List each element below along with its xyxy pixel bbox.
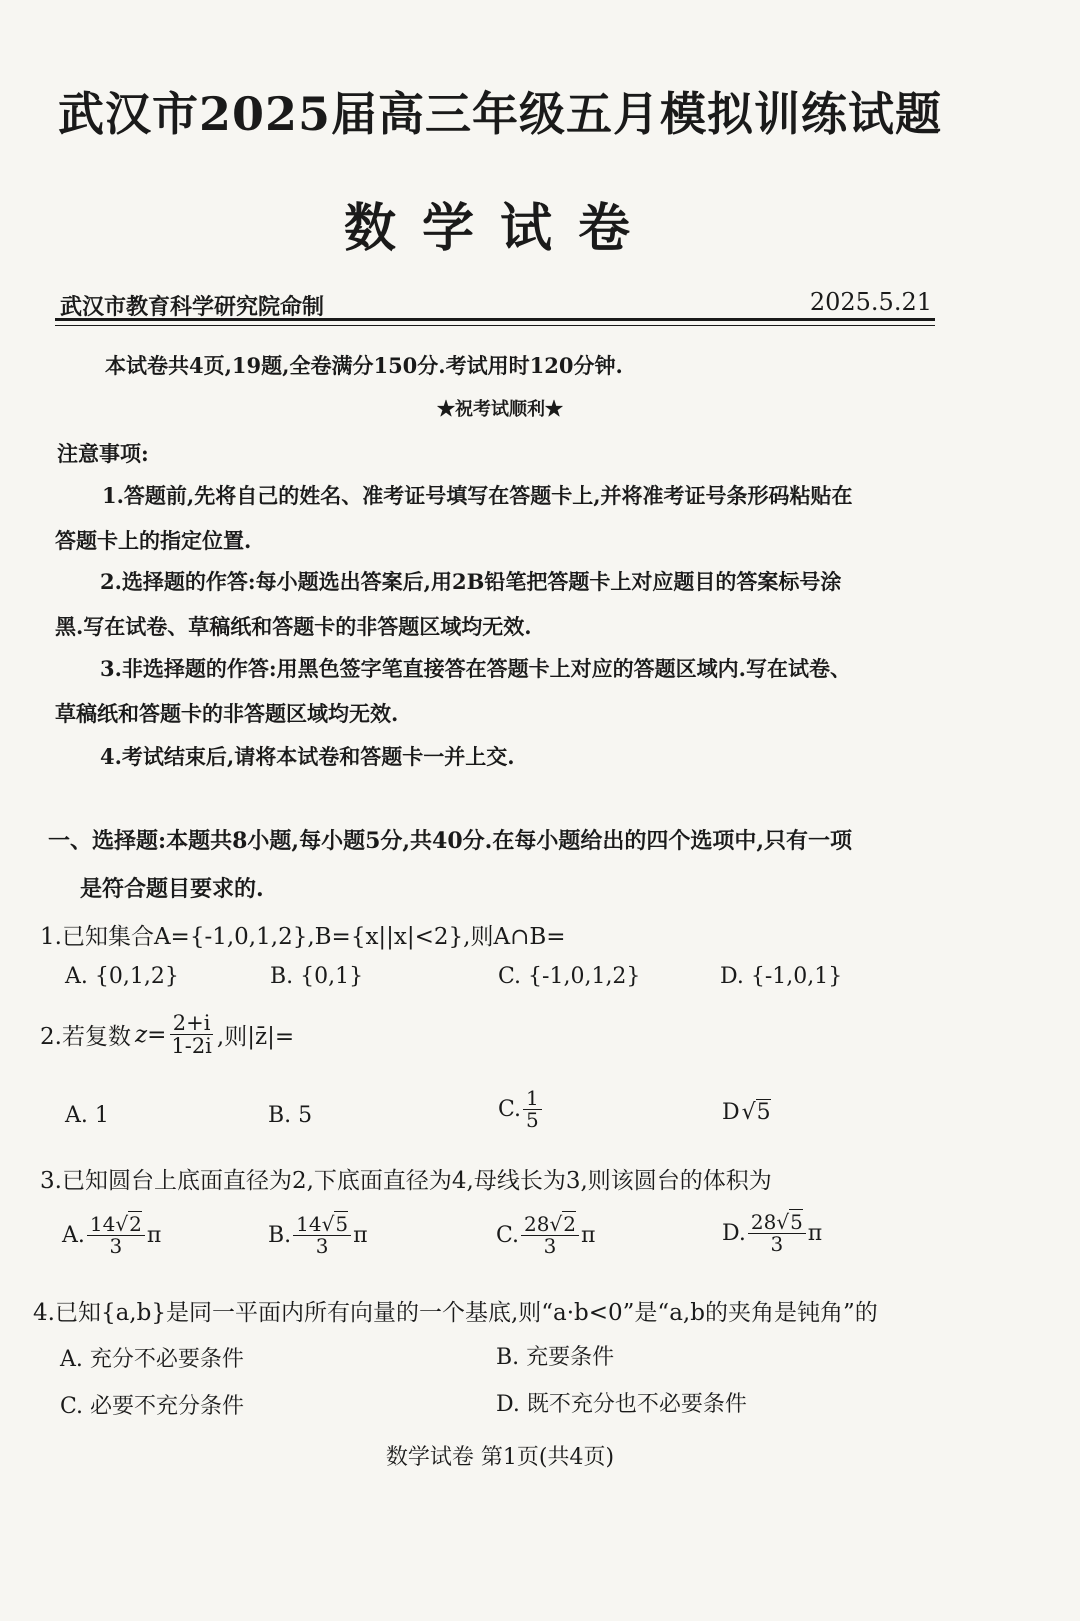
exam-date: 2025.5.21 xyxy=(809,288,932,316)
section-heading-line-1: 一、选择题:本题共8小题,每小题5分,共40分.在每小题给出的四个选项中,只有一项 xyxy=(48,828,852,854)
note-2-line-2: 黑.写在试卷、草稿纸和答题卡的非答题区域均无效. xyxy=(55,614,532,639)
q3-option-d-fraction: $\frac{28√5}{3}$ xyxy=(748,1212,806,1255)
q2-option-c-num: 1 xyxy=(523,1088,542,1110)
issuer: 武汉市教育科学研究院命制 xyxy=(60,294,325,320)
q3-option-a-label: A. xyxy=(62,1223,85,1248)
q3-option-b-radicand: 5 xyxy=(335,1212,349,1236)
q1-option-c: C. {-1,0,1,2} xyxy=(498,964,641,989)
q2-option-c-den: 5 xyxy=(526,1108,539,1132)
q2-option-c-label: C. xyxy=(498,1097,522,1122)
note-3-line-1: 3.非选择题的作答:用黑色签字笔直接答在答题卡上对应的答题区域内.写在试卷、 xyxy=(100,656,851,681)
q1-option-d: D. {-1,0,1} xyxy=(720,964,843,989)
good-luck-line: ★祝考试顺利★ xyxy=(437,399,563,420)
q3-option-a-coef: 14 xyxy=(89,1212,116,1236)
exam-title: 武汉市2025届高三年级五月模拟训练试题 xyxy=(57,87,943,141)
q2-option-b: B. 5 xyxy=(268,1103,313,1128)
q3-option-b-den: 3 xyxy=(315,1234,329,1258)
header-rule-thick xyxy=(55,318,935,321)
q2-denominator: 1-2i xyxy=(171,1034,212,1059)
q3-option-d-den: 3 xyxy=(770,1232,784,1256)
q3-option-a-fraction: $\frac{14√2}{3}$ xyxy=(87,1214,145,1257)
q3-option-d-coef: 28 xyxy=(750,1210,777,1234)
q2-stem xyxy=(40,1012,294,1057)
q1-stem: 1.已知集合A={-1,0,1,2},B={x||x|<2},则A∩B= xyxy=(40,924,566,950)
q3-stem: 3.已知圆台上底面直径为2,下底面直径为4,母线长为3,则该圆台的体积为 xyxy=(40,1168,772,1194)
q2-option-a: A. 1 xyxy=(65,1103,109,1128)
q3-option-b xyxy=(268,1214,368,1257)
q4-stem: 4.已知{a,b}是同一平面内所有向量的一个基底,则“a·b<0”是“a,b的夹角是钝角”的 xyxy=(33,1300,878,1326)
q3-option-a-radicand: 2 xyxy=(129,1212,142,1236)
q3-option-c-den: 3 xyxy=(543,1234,557,1258)
q4-option-c: C. 必要不充分条件 xyxy=(60,1394,245,1419)
q2-pre: 2.若复数 xyxy=(40,1024,131,1051)
q2-fraction xyxy=(168,1012,215,1057)
note-1-line-2: 答题卡上的指定位置. xyxy=(55,528,252,553)
q4-option-a: A. 充分不必要条件 xyxy=(60,1347,244,1372)
q2-numerator: 2+i xyxy=(170,1012,214,1035)
q3-option-c-coef: 28 xyxy=(524,1212,550,1236)
notes-title: 注意事项: xyxy=(57,441,149,466)
q2-equals: = xyxy=(147,1021,167,1048)
q3-option-c-label: C. xyxy=(496,1223,520,1248)
q2-post: ,则|z̄|= xyxy=(216,1024,295,1051)
q3-option-c-radicand: 2 xyxy=(563,1212,576,1236)
q1-option-a: A. {0,1,2} xyxy=(65,964,179,989)
section-heading-line-2: 是符合题目要求的. xyxy=(80,876,264,902)
q3-option-a xyxy=(62,1214,161,1257)
q2-option-d: D√5 xyxy=(722,1100,771,1125)
q3-option-a-den: 3 xyxy=(109,1234,123,1258)
q3-option-c xyxy=(496,1214,595,1257)
note-4: 4.考试结束后,请将本试卷和答题卡一并上交. xyxy=(100,744,515,769)
q3-option-d-pi: π xyxy=(807,1221,823,1246)
exam-subtitle: 数学试卷 xyxy=(343,198,656,259)
q3-option-b-pi: π xyxy=(353,1223,368,1248)
q2-option-d-radicand: 5 xyxy=(756,1100,771,1125)
q3-option-d-radicand: 5 xyxy=(790,1210,803,1234)
q4-option-b: B. 充要条件 xyxy=(496,1345,615,1370)
q3-option-b-label: B. xyxy=(268,1223,292,1248)
page-footer: 数学试卷 第1页(共4页) xyxy=(385,1445,615,1470)
note-1-line-1: 1.答题前,先将自己的姓名、准考证号填写在答题卡上,并将准考证号条形码粘贴在 xyxy=(102,483,853,508)
header-rule-thin xyxy=(55,325,935,326)
q2-variable: z xyxy=(134,1021,148,1048)
q3-option-c-fraction: $\frac{28√2}{3}$ xyxy=(521,1214,579,1257)
q3-option-c-pi: π xyxy=(580,1223,596,1248)
note-2-line-1: 2.选择题的作答:每小题选出答案后,用2B铅笔把答题卡上对应题目的答案标号涂 xyxy=(100,569,842,594)
q3-option-b-fraction: $\frac{14√5}{3}$ xyxy=(293,1214,351,1257)
q2-option-c xyxy=(498,1088,544,1131)
q3-option-d xyxy=(722,1212,822,1255)
q4-option-d: D. 既不充分也不必要条件 xyxy=(496,1392,747,1417)
q3-option-b-coef: 14 xyxy=(296,1212,322,1236)
note-3-line-2: 草稿纸和答题卡的非答题区域均无效. xyxy=(55,701,399,726)
q2-option-d-label: D xyxy=(722,1100,740,1125)
exam-intro: 本试卷共4页,19题,全卷满分150分.考试用时120分钟. xyxy=(105,353,623,378)
q1-option-b: B. {0,1} xyxy=(270,964,364,989)
q3-option-d-label: D. xyxy=(722,1221,746,1246)
q2-option-c-fraction xyxy=(523,1088,542,1131)
q3-option-a-pi: π xyxy=(146,1223,162,1248)
